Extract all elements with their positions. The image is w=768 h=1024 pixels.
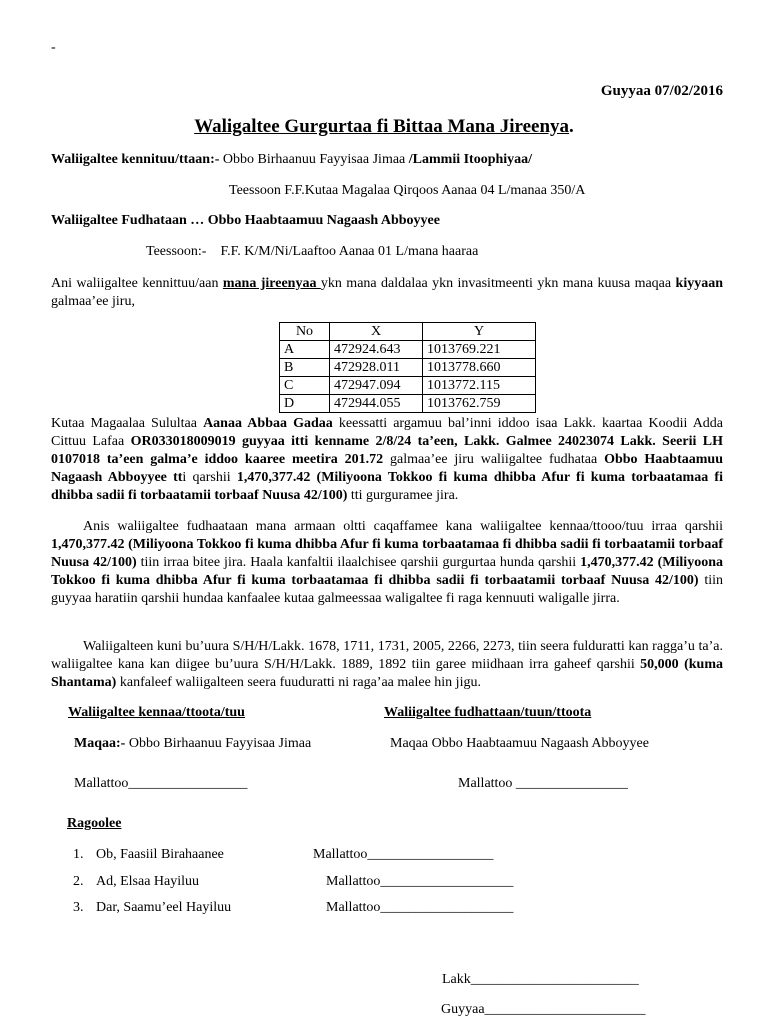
seller-nationality: /Lammii Itoophiyaa/	[408, 152, 533, 167]
buyer-address: F.F. K/M/Ni/Laaftoo Aanaa 01 L/mana haaraa	[220, 244, 479, 259]
intro-bold-1: mana jireenyaa	[222, 276, 321, 291]
cell-x: 472928.011	[330, 359, 423, 377]
cell-no: A	[280, 341, 330, 359]
legal-paragraph	[51, 638, 723, 692]
table-row	[280, 359, 536, 377]
table-header-row	[280, 323, 536, 341]
title-period: .	[569, 116, 574, 137]
p2-bold-1: 1,470,377.42 (Miliyoona Tokkoo fi kuma dhibba Afur fi kuma torbaatamaa fi dhibba sadii fi torbaatamii torbaaf Nuusa 42/100)	[51, 537, 723, 570]
cell-y: 1013772.115	[423, 377, 536, 395]
intro-text-2: ykn mana daldalaa ykn invasitmeenti ykn mana kuusa maqaa	[320, 276, 676, 291]
buyer-address-line	[146, 244, 478, 260]
p1-text-1: Kutaa Magaalaa Sulultaa	[51, 416, 204, 431]
intro-paragraph	[51, 275, 723, 311]
p1-bold-1: Aanaa Abbaa Gadaa	[203, 416, 333, 431]
footer-date-field: Guyyaa_______________________	[441, 1002, 646, 1017]
p3-text-1: Waliigalteen kuni bu’uura S/H/H/Lakk. 1678, 1711, 1731, 2005, 2266, 2273, tiin seera fulduratti kan ragga’u ta’a. waliigaltee kana kan diigee bu’uura S/H/H/Lakk. 1889, 1892 tiin garee miidhaan irra gaheef qarshii	[51, 639, 723, 672]
witness-signature: Mallattoo___________________	[326, 900, 514, 915]
p2-bold-2: 1,470,377.42 (Miliyoona Tokkoo fi kuma dhibba Afur fi kuma torbaatamaa fi dhibba sadii fi torbaatamii torbaaf Nuusa 42/100)	[51, 555, 723, 588]
buyer-address-label: Teessoon:-	[146, 244, 207, 259]
seller-address: Teessoon F.F.Kutaa Magalaa Qirqoos Aanaa 04 L/manaa 350/A	[229, 183, 586, 198]
corner-mark: -	[51, 40, 56, 55]
witness-name: Dar, Saamu’eel Hayiluu	[96, 900, 232, 915]
p3-text-2: kanfaleef waliigalteen seera fuuduratti ni raga’aa malee hin jigu.	[116, 675, 481, 690]
witness-num: 1.	[73, 847, 84, 862]
seller-name: Obbo Birhaanuu Fayyisaa Jimaa	[219, 152, 409, 167]
p1-bold-3: Obbo Haabtaamuu Nagaash Abboyyee tt	[51, 452, 723, 485]
seller-name-label: Maqaa:-	[74, 736, 126, 751]
buyer-name-line: Maqaa Obbo Haabtaamuu Nagaash Abboyyee	[390, 736, 649, 751]
witness-num: 3.	[73, 900, 84, 915]
witness-signature: Mallattoo__________________	[313, 847, 494, 862]
seller-line	[51, 152, 532, 168]
buyer-signature-field: Mallattoo ________________	[458, 776, 628, 791]
seller-sign-name: Obbo Birhaanuu Fayyisaa Jimaa	[125, 736, 312, 751]
p1-bold-4: 1,470,377.42 (Miliyoona Tokkoo fi kuma dhibba Afur fi kuma torbaatamaa fi dhibba sadii fi torbaatamii torbaaf Nuusa 42/100)	[51, 470, 723, 503]
header-y: Y	[423, 323, 536, 341]
p3-bold-1: 50,000 (kuma Shantama)	[51, 657, 723, 690]
seller-signature-heading: Waliigaltee kennaa/ttoota/tuu	[68, 705, 245, 720]
cell-x: 472947.094	[330, 377, 423, 395]
witness-signature: Mallattoo___________________	[326, 874, 514, 889]
page-title	[0, 116, 768, 138]
p2-text-1: Anis waliigaltee fudhaataan mana armaan oltti caqaffamee kana waliigaltee kennaa/ttooo/tuu irraa qarshii	[83, 519, 723, 534]
payment-paragraph	[51, 518, 723, 608]
reference-number-field: Lakk________________________	[442, 972, 639, 987]
p1-text-2: keessatti argamuu bal’inni iddoo isaa Lakk. kaartaa Koodii Adda Cittuu Lafaa	[51, 416, 724, 449]
cell-y: 1013778.660	[423, 359, 536, 377]
p2-text-3: tiin guyyaa haratiin qarshii hundaa kanfaalee kutaa galmeessaa waligaltee fi raga kennuuti waligalle jirra.	[51, 573, 724, 606]
buyer-signature-heading: Waliigaltee fudhattaan/tuun/ttoota	[384, 705, 592, 720]
header-x: X	[330, 323, 423, 341]
seller-signature-field: Mallattoo_________________	[74, 776, 248, 791]
witness-num: 2.	[73, 874, 84, 889]
p1-bold-2: OR033018009019 guyyaa itti kenname 2/8/24 ta’een, Lakk. Galmee 24023074 Lakk. Seerii LH 0107018 ta’een galma’e iddoo kaaree meetira 201.72	[51, 434, 723, 467]
buyer-label: Waliigaltee Fudhataan … Obbo Haabtaamuu Nagaash Abboyyee	[51, 213, 440, 228]
table-row	[280, 395, 536, 413]
intro-text-1: Ani waliigaltee kennittuu/aan	[51, 276, 223, 291]
intro-text-3: galmaa’ee jiru,	[51, 294, 135, 309]
witness-name: Ob, Faasiil Birahaanee	[96, 847, 224, 862]
cell-y: 1013762.759	[423, 395, 536, 413]
intro-bold-2: kiyyaan	[675, 276, 723, 291]
cell-no: C	[280, 377, 330, 395]
property-paragraph	[51, 415, 723, 505]
witnesses-heading: Ragoolee	[67, 816, 122, 831]
title-text: Waligaltee Gurgurtaa fi Bittaa Mana Jireenya	[194, 116, 570, 137]
coordinates-table	[279, 322, 536, 413]
header-no: No	[280, 323, 330, 341]
p2-text-2: tiin irraa bitee jira. Haala kanfaltii ilaalchisee qarshii gurgurtaa hunda qarshii	[136, 555, 581, 570]
table-row	[280, 377, 536, 395]
cell-x: 472924.643	[330, 341, 423, 359]
date-line: Guyyaa 07/02/2016	[600, 83, 723, 99]
seller-label: Waliigaltee kennituu/ttaan:-	[51, 152, 220, 167]
cell-x: 472944.055	[330, 395, 423, 413]
witness-name: Ad, Elsaa Hayiluu	[96, 874, 200, 889]
p1-text-5: tti gurguramee jira.	[347, 488, 459, 503]
cell-no: D	[280, 395, 330, 413]
p1-text-4: i qarshii	[182, 470, 237, 485]
p1-text-3: galmaa’ee jiru waliigaltee fudhataa	[383, 452, 605, 467]
table-row	[280, 341, 536, 359]
seller-name-line	[74, 736, 311, 752]
cell-y: 1013769.221	[423, 341, 536, 359]
cell-no: B	[280, 359, 330, 377]
